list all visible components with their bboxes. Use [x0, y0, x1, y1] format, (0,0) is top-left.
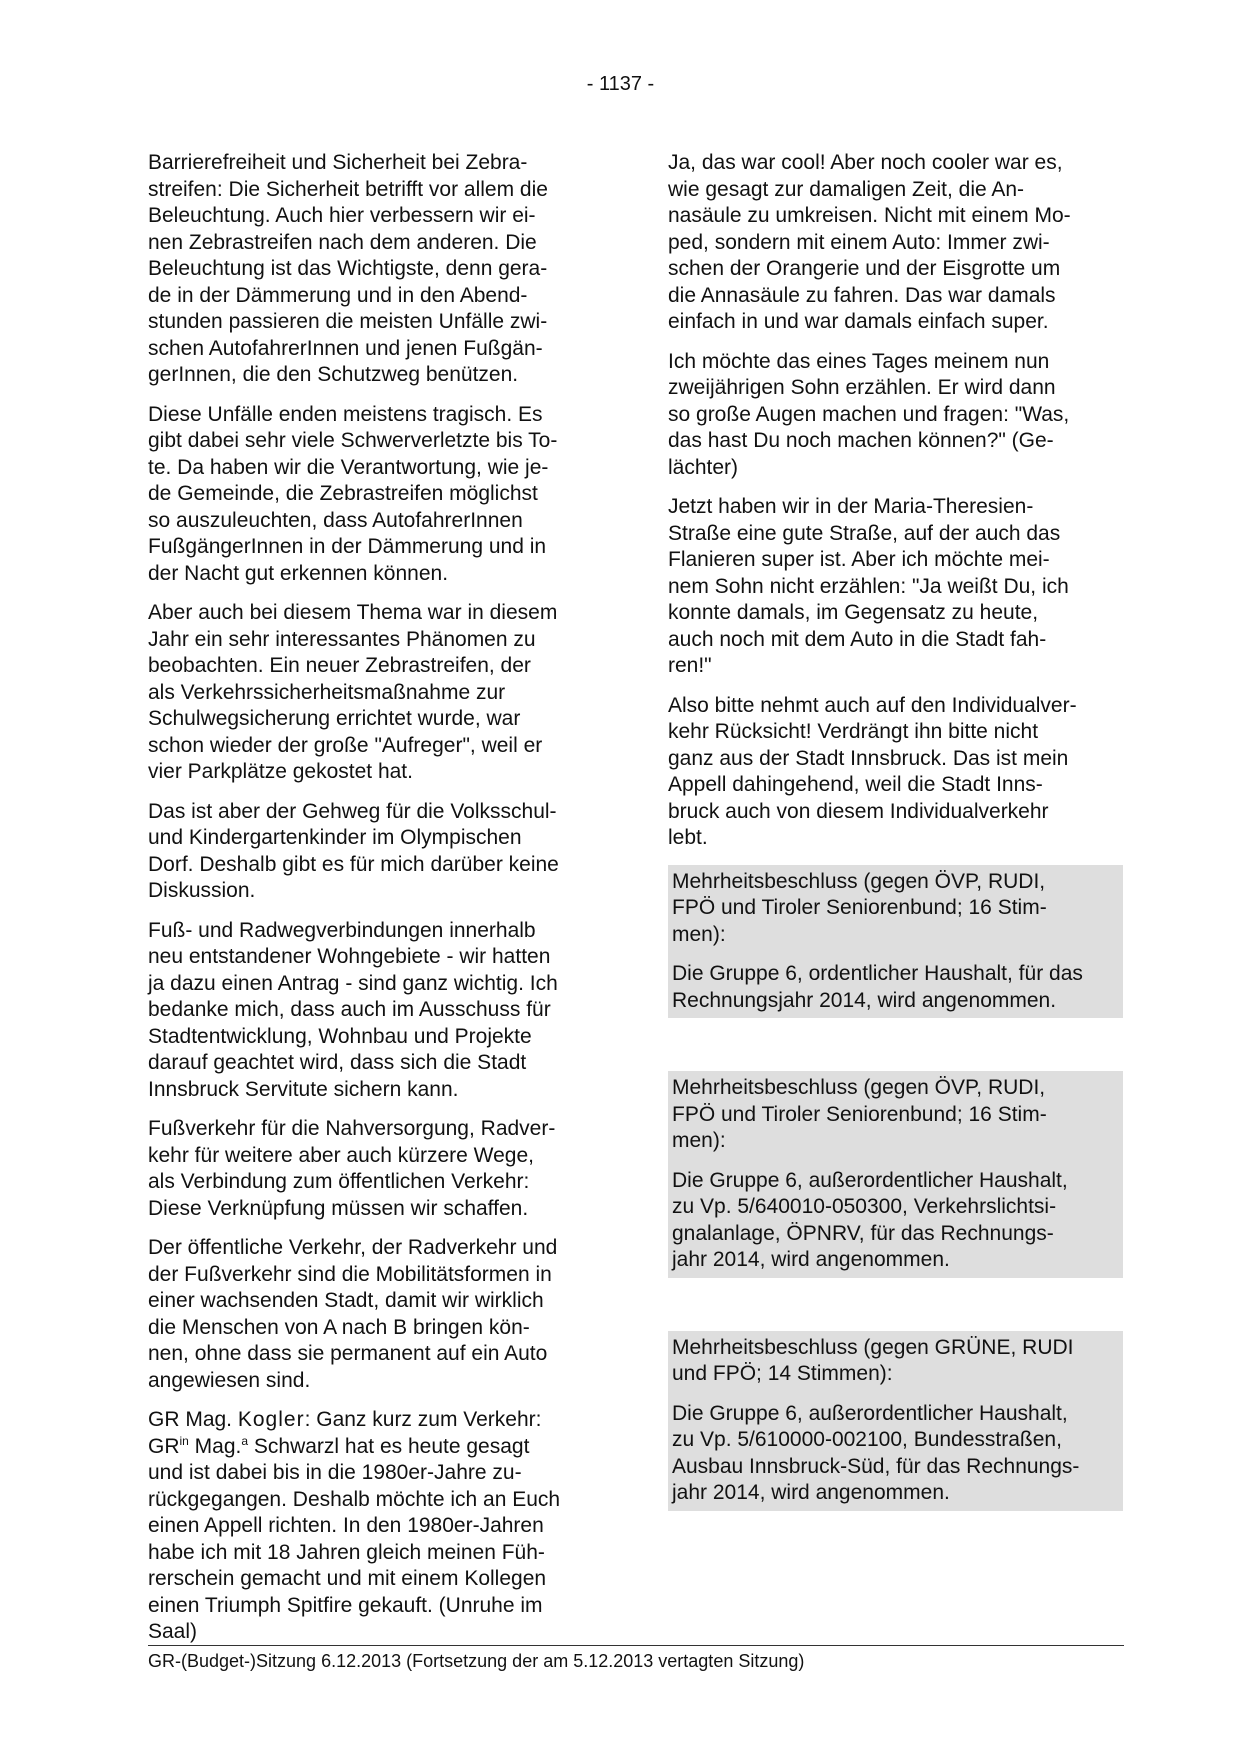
text-line: das hast Du noch machen können?" (Ge-	[668, 429, 1054, 452]
spacer	[668, 1031, 1123, 1071]
text-line: einfach in und war damals einfach super.	[668, 310, 1049, 333]
resolution-title	[672, 1075, 1123, 1155]
paragraph-right-4	[668, 693, 1123, 852]
text-line: der Fußverkehr sind die Mobilitätsformen in	[148, 1262, 552, 1286]
footer-text: GR-(Budget-)Sitzung 6.12.2013 (Fortsetzung der am 5.12.2013 vertagten Sitzung)	[148, 1651, 805, 1671]
resolution-title	[672, 1335, 1123, 1388]
text-line: zweijährigen Sohn erzählen. Er wird dann	[668, 376, 1056, 399]
paragraph-left-5	[148, 918, 600, 1104]
resolution-text	[672, 1168, 1123, 1274]
text-line: Ja, das war cool! Aber noch cooler war es,	[668, 151, 1063, 174]
text-line: schen der Orangerie und der Eisgrotte um	[668, 257, 1061, 280]
text-line: auch noch mit dem Auto in die Stadt fah-	[668, 627, 1047, 651]
text-line: bedanke mich, dass auch im Ausschuss für	[148, 998, 551, 1021]
paragraph-left-8-speech	[148, 1407, 600, 1646]
text-line: Straße eine gute Straße, auf der auch das	[668, 521, 1061, 545]
text-line: rerschein gemacht und mit einem Kollegen	[148, 1567, 547, 1590]
text-line: nasäule zu umkreisen. Nicht mit einem Mo-	[668, 204, 1071, 227]
title-mag: Mag.	[188, 1434, 242, 1458]
text-line: stunden passieren die meisten Unfälle zwi-	[148, 310, 548, 333]
text-line: Stadtentwicklung, Wohnbau und Projekte	[148, 1024, 532, 1048]
text-line: zu Vp. 5/610000-002100, Bundesstraßen,	[672, 1428, 1062, 1451]
text-line: darauf geachtet wird, dass sich die Stadt	[148, 1051, 527, 1074]
text-line: ja dazu einen Antrag - sind ganz wichtig. Ich	[148, 971, 558, 995]
text-line: Innsbruck Servitute sichern kann.	[148, 1077, 459, 1101]
text-line: zu Vp. 5/640010-050300, Verkehrslichtsi-	[672, 1195, 1057, 1218]
text-line: und Kindergartenkinder im Olympischen	[148, 826, 522, 849]
text-line: rückgegangen. Deshalb möchte ich an Euch	[148, 1487, 561, 1511]
paragraph-right-1	[668, 150, 1123, 336]
text-line	[148, 1434, 600, 1461]
text-line: Rechnungsjahr 2014, wird angenommen.	[672, 988, 1057, 1012]
text-line: schen AutofahrerInnen und jenen Fußgän-	[148, 336, 543, 360]
resolution-box-2	[668, 1071, 1123, 1278]
text-line: FußgängerInnen in der Dämmerung und in	[148, 535, 547, 558]
text-line: Diese Unfälle enden meistens tragisch. Es	[148, 402, 543, 426]
text-line: ped, sondern mit einem Auto: Immer zwi-	[668, 230, 1050, 254]
text-line: Ich möchte das eines Tages meinem nun	[668, 349, 1050, 373]
text-line: kehr Rücksicht! Verdrängt ihn bitte nicht	[668, 720, 1039, 743]
text-line: Barrierefreiheit und Sicherheit bei Zebra-	[148, 151, 528, 174]
text-line: konnte damals, im Gegensatz zu heute,	[668, 601, 1039, 624]
text-line: Fuß- und Radwegverbindungen innerhalb	[148, 918, 536, 942]
text-line: ganz aus der Stadt Innsbruck. Das ist mein	[668, 746, 1069, 770]
text-line: die Annasäule zu fahren. Das war damals	[668, 283, 1056, 307]
text-line: einen Triumph Spitfire gekauft. (Unruhe im	[148, 1593, 543, 1617]
text-line: de Gemeinde, die Zebrastreifen möglichst	[148, 482, 538, 505]
title-gr-superscript: in	[179, 1433, 189, 1448]
text-line: FPÖ und Tiroler Seniorenbund; 16 Stim-	[672, 1102, 1047, 1126]
text-line: jahr 2014, wird angenommen.	[672, 1248, 950, 1271]
speaker-line	[148, 1407, 600, 1434]
text-line: jahr 2014, wird angenommen.	[672, 1481, 950, 1504]
footer-divider	[148, 1645, 1124, 1646]
text-line: gerInnen, die den Schutzweg benützen.	[148, 363, 519, 386]
text-line: wie gesagt zur damaligen Zeit, die An-	[668, 177, 1025, 201]
text-line: Diskussion.	[148, 879, 256, 902]
text-line: Aber auch bei diesem Thema war in diesem	[148, 601, 558, 624]
text-line: als Verbindung zum öffentlichen Verkehr:	[148, 1170, 530, 1193]
text-line: neu entstandener Wohngebiete - wir hatten	[148, 945, 551, 968]
text-line: Diese Verknüpfung müssen wir schaffen.	[148, 1196, 529, 1220]
text-line: ren!"	[668, 654, 712, 677]
text-line: Also bitte nehmt auch auf den Individualver-	[668, 693, 1077, 717]
text-line: Der öffentliche Verkehr, der Radverkehr und	[148, 1236, 558, 1259]
speaker-prefix: GR Mag.	[148, 1408, 238, 1431]
text-line: Beleuchtung ist das Wichtigste, denn gera-	[148, 257, 548, 280]
paragraph-right-2	[668, 349, 1123, 482]
text-line: Appell dahingehend, weil die Stadt Inns-	[668, 773, 1043, 796]
text-line: Fußverkehr für die Nahversorgung, Radver-	[148, 1117, 556, 1140]
text-line: habe ich mit 18 Jahren gleich meinen Füh-	[148, 1540, 545, 1564]
text-line: nen Zebrastreifen nach dem anderen. Die	[148, 230, 537, 254]
text-line: einen Appell richten. In den 1980er-Jahren	[148, 1514, 544, 1537]
left-column	[148, 150, 600, 1659]
speaker-rest: : Ganz kurz zum Verkehr:	[304, 1408, 542, 1431]
resolution-box-1	[668, 865, 1123, 1019]
text-line: Jetzt haben wir in der Maria-Theresien-	[668, 495, 1034, 518]
text-line: schon wieder der große "Aufreger", weil er	[148, 733, 543, 757]
text-line: Die Gruppe 6, außerordentlicher Haushalt,	[672, 1401, 1068, 1425]
paragraph-left-3	[148, 600, 600, 786]
text-line: vier Parkplätze gekostet hat.	[148, 760, 413, 783]
text-line: einer wachsenden Stadt, damit wir wirklich	[148, 1289, 544, 1312]
text-line: Flanieren super ist. Aber ich möchte mei-	[668, 548, 1050, 571]
text-line: nen, ohne dass sie permanent auf ein Auto	[148, 1342, 548, 1365]
text-line: Beleuchtung. Auch hier verbessern wir ei-	[148, 204, 536, 227]
text-line: nem Sohn nicht erzählen: "Ja weißt Du, ich	[668, 574, 1069, 598]
text-line: Mehrheitsbeschluss (gegen ÖVP, RUDI,	[672, 1076, 1046, 1099]
resolution-title	[672, 869, 1123, 949]
paragraph-right-3	[668, 494, 1123, 680]
text-line: der Nacht gut erkennen können.	[148, 561, 449, 585]
paragraph-left-7	[148, 1235, 600, 1394]
resolution-box-3	[668, 1331, 1123, 1511]
resolution-text	[672, 961, 1123, 1014]
text-line: Die Gruppe 6, ordentlicher Haushalt, für das	[672, 962, 1083, 985]
text-line: bruck auch von diesem Individualverkehr	[668, 799, 1049, 823]
text-line: beobachten. Ein neuer Zebrastreifen, der	[148, 654, 531, 677]
text-line: Saal)	[148, 1620, 198, 1643]
page-number: - 1137 -	[586, 73, 655, 95]
title-gr: GR	[148, 1434, 180, 1458]
text-line: kehr für weitere aber auch kürzere Wege,	[148, 1143, 534, 1167]
text-line: Die Gruppe 6, außerordentlicher Haushalt,	[672, 1168, 1068, 1192]
text-line: Ausbau Innsbruck-Süd, für das Rechnungs-	[672, 1454, 1080, 1478]
paragraph-left-4	[148, 799, 600, 905]
resolution-text	[672, 1401, 1123, 1507]
text-line: Schulwegsicherung errichtet wurde, war	[148, 707, 521, 730]
text-line: streifen: Die Sicherheit betrifft vor allem die	[148, 177, 548, 201]
speaker-name: Kogler	[237, 1408, 305, 1431]
text-line: die Menschen von A nach B bringen kön-	[148, 1315, 530, 1339]
text-line: als Verkehrssicherheitsmaßnahme zur	[148, 680, 506, 704]
text-line: men):	[672, 1129, 726, 1152]
text-line: gibt dabei sehr viele Schwerverletzte bis To-	[148, 429, 558, 452]
title-mag-superscript: a	[241, 1433, 249, 1448]
text-line: men):	[672, 922, 726, 946]
paragraph-left-1	[148, 150, 600, 389]
text-line: angewiesen sind.	[148, 1368, 311, 1392]
text-line: Jahr ein sehr interessantes Phänomen zu	[148, 627, 536, 651]
text-line: te. Da haben wir die Verantwortung, wie je-	[148, 455, 549, 479]
text-line: Mehrheitsbeschluss (gegen GRÜNE, RUDI	[672, 1335, 1074, 1359]
paragraph-left-2	[148, 402, 600, 588]
text-line: so große Augen machen und fragen: "Was,	[668, 402, 1070, 426]
spacer	[668, 1291, 1123, 1331]
text-line: gnalanlage, ÖPNRV, für das Rechnungs-	[672, 1221, 1054, 1245]
text-line: FPÖ und Tiroler Seniorenbund; 16 Stim-	[672, 896, 1047, 919]
text-line: so auszuleuchten, dass AutofahrerInnen	[148, 508, 523, 532]
paragraph-left-6	[148, 1116, 600, 1222]
text-line: und ist dabei bis in die 1980er-Jahre zu-	[148, 1461, 522, 1484]
right-column	[668, 150, 1123, 1524]
text-line: Das ist aber der Gehweg für die Volksschul-	[148, 799, 557, 823]
text-line: und FPÖ; 14 Stimmen):	[672, 1362, 893, 1385]
text-line: lebt.	[668, 826, 708, 849]
text-line-rest: Schwarzl hat es heute gesagt	[248, 1434, 530, 1458]
text-line: de in der Dämmerung und in den Abend-	[148, 283, 528, 307]
text-line: Dorf. Deshalb gibt es für mich darüber keine	[148, 852, 559, 876]
text-line: lächter)	[668, 455, 739, 479]
text-line: Mehrheitsbeschluss (gegen ÖVP, RUDI,	[672, 869, 1046, 893]
